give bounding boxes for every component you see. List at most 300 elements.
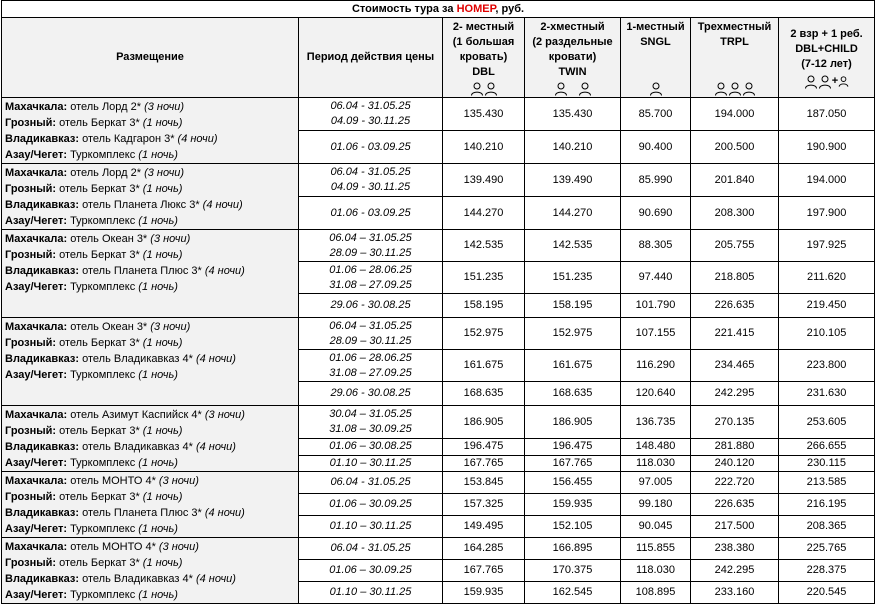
title-highlight: НОМЕР <box>456 2 496 15</box>
period-range: 28.09 – 30.11.25 <box>329 246 412 259</box>
accommodation-line <box>5 213 295 229</box>
nights-count: (1 ночь) <box>138 523 178 535</box>
price-trpl: 200.500 <box>691 131 779 164</box>
period-range: 01.06 - 03.09.25 <box>330 206 411 219</box>
nights-count: (1 ночь) <box>138 369 178 381</box>
price-child: 253.605 <box>779 406 875 439</box>
hotel-name: отель Океан 3* <box>67 233 151 245</box>
nights-count: (1 ночь) <box>142 425 183 437</box>
period-range: 01.06 – 30.08.25 <box>329 440 412 453</box>
header-child <box>779 18 875 98</box>
price-child: 231.630 <box>779 382 875 406</box>
period-range: 01.06 – 30.09.25 <box>329 498 412 510</box>
nights-count: (4 ночи) <box>195 441 236 453</box>
period-range: 01.06 – 28.06.25 <box>329 351 412 364</box>
price-twin: 168.635 <box>525 382 621 406</box>
price-twin: 151.235 <box>525 262 621 294</box>
price-sngl: 85.990 <box>621 164 691 197</box>
accommodation-line <box>5 115 295 131</box>
period-range: 06.04 - 31.05.25 <box>330 166 411 178</box>
city-name: Махачкала: <box>5 233 68 245</box>
period-cell <box>299 406 443 439</box>
tour-price-table <box>1 0 875 604</box>
price-trpl: 240.120 <box>691 455 779 472</box>
price-twin: 166.895 <box>525 538 621 560</box>
price-sngl: 136.735 <box>621 406 691 439</box>
hotel-name: Туркомплекс <box>67 589 139 601</box>
price-trpl: 242.295 <box>691 382 779 406</box>
period-range: 06.04 – 31.05.25 <box>329 231 412 244</box>
header-twin-line3: кровати) <box>548 50 597 63</box>
accommodation-cell <box>2 538 299 604</box>
city-name: Махачкала: <box>5 167 68 179</box>
price-twin: 135.430 <box>525 98 621 131</box>
price-child: 266.655 <box>779 439 875 456</box>
price-trpl: 270.135 <box>691 406 779 439</box>
price-child: 190.900 <box>779 131 875 164</box>
period-range: 01.10 – 30.11.25 <box>329 520 412 532</box>
price-dbl: 167.765 <box>443 455 525 472</box>
price-twin: 140.210 <box>525 131 621 164</box>
price-twin: 142.535 <box>525 230 621 262</box>
header-child-line1: 2 взр + 1 реб. <box>790 28 863 40</box>
period-range: 28.09 – 30.11.25 <box>329 334 412 347</box>
nights-count: (1 ночь) <box>142 337 183 349</box>
three-persons-icon <box>694 82 775 96</box>
header-trpl <box>691 18 779 98</box>
period-cell <box>299 494 443 516</box>
header-sngl <box>621 18 691 98</box>
nights-count: (1 ночь) <box>138 457 178 469</box>
price-twin: 170.375 <box>525 560 621 582</box>
hotel-name: отель Планета Плюс 3* <box>79 265 205 277</box>
hotel-name: отель Владикавказ 4* <box>79 573 196 585</box>
price-dbl: 139.490 <box>443 164 525 197</box>
period-range: 01.06 - 03.09.25 <box>330 140 411 153</box>
hotel-name: отель Планета Люкс 3* <box>79 199 203 211</box>
city-name: Владикавказ: <box>5 507 80 519</box>
price-trpl: 242.295 <box>691 560 779 582</box>
city-name: Махачкала: <box>5 321 68 333</box>
period-cell <box>299 131 443 164</box>
period-cell <box>299 294 443 318</box>
accommodation-line <box>5 555 295 571</box>
accommodation-line <box>5 439 295 455</box>
price-dbl: 151.235 <box>443 262 525 294</box>
period-cell <box>299 350 443 382</box>
period-cell <box>299 472 443 494</box>
accommodation-cell <box>2 230 299 318</box>
price-trpl: 234.465 <box>691 350 779 382</box>
price-child: 230.115 <box>779 455 875 472</box>
period-range: 31.08 – 27.09.25 <box>329 278 412 291</box>
accommodation-cell <box>2 472 299 538</box>
price-child: 211.620 <box>779 262 875 294</box>
price-dbl: 158.195 <box>443 294 525 318</box>
period-cell <box>299 262 443 294</box>
header-sngl-line2: SNGL <box>640 35 671 48</box>
price-trpl: 221.415 <box>691 318 779 350</box>
header-accommodation-label: Размещение <box>116 51 184 63</box>
one-person-icon <box>624 82 687 96</box>
accommodation-line <box>5 231 295 247</box>
price-child: 225.765 <box>779 538 875 560</box>
price-sngl: 97.005 <box>621 472 691 494</box>
period-range: 01.06 – 30.09.25 <box>329 564 412 576</box>
period-cell <box>299 197 443 230</box>
header-twin-line1: 2-хместный <box>540 20 605 33</box>
table-row <box>2 230 875 262</box>
hotel-name: отель Азимут Каспийск 4* <box>67 409 205 421</box>
header-period <box>299 18 443 98</box>
table-row <box>2 406 875 439</box>
period-range: 01.10 – 30.11.25 <box>329 586 412 598</box>
nights-count: (1 ночь) <box>142 557 183 569</box>
price-dbl: 164.285 <box>443 538 525 560</box>
price-child: 220.545 <box>779 582 875 604</box>
hotel-name: отель Лорд 2* <box>67 167 145 179</box>
table-title <box>2 1 875 18</box>
header-child-line3: (7-12 лет) <box>801 58 852 70</box>
price-twin: 162.545 <box>525 582 621 604</box>
header-sngl-line1: 1-местный <box>626 20 685 33</box>
accommodation-line <box>5 489 295 505</box>
accommodation-line <box>5 279 295 295</box>
nights-count: (3 ночи) <box>144 101 185 113</box>
header-dbl-line3: кровать) <box>459 50 508 63</box>
nights-count: (4 ночи) <box>195 573 236 585</box>
price-dbl: 161.675 <box>443 350 525 382</box>
header-twin <box>525 18 621 98</box>
accommodation-line <box>5 263 295 279</box>
accommodation-line <box>5 407 295 423</box>
table-row <box>2 318 875 350</box>
price-trpl: 222.720 <box>691 472 779 494</box>
price-twin: 139.490 <box>525 164 621 197</box>
accommodation-line <box>5 539 295 555</box>
city-name: Грозный: <box>5 491 57 503</box>
price-trpl: 226.635 <box>691 494 779 516</box>
nights-count: (3 ночи) <box>158 475 199 487</box>
period-cell <box>299 230 443 262</box>
hotel-name: отель Беркат 3* <box>56 337 143 349</box>
hotel-name: Туркомплекс <box>67 369 139 381</box>
city-name: Махачкала: <box>5 101 68 113</box>
nights-count: (4 ночи) <box>202 199 243 211</box>
city-name: Махачкала: <box>5 475 68 487</box>
price-dbl: 153.845 <box>443 472 525 494</box>
price-sngl: 101.790 <box>621 294 691 318</box>
city-name: Грозный: <box>5 117 57 129</box>
city-name: Грозный: <box>5 183 57 195</box>
period-range: 29.06 - 30.08.25 <box>330 299 411 311</box>
period-cell <box>299 318 443 350</box>
table-row <box>2 98 875 131</box>
hotel-name: Туркомплекс <box>67 523 139 535</box>
header-twin-line4: TWIN <box>558 65 587 78</box>
city-name: Владикавказ: <box>5 573 80 585</box>
period-range: 06.04 - 31.05.25 <box>330 100 411 112</box>
accommodation-line <box>5 335 295 351</box>
table-body <box>2 98 875 604</box>
header-dbl-line2: (1 большая <box>452 35 515 48</box>
price-sngl: 120.640 <box>621 382 691 406</box>
hotel-name: Туркомплекс <box>67 457 139 469</box>
nights-count: (4 ночи) <box>204 265 245 277</box>
header-dbl-line4: DBL <box>472 65 495 78</box>
price-twin: 152.975 <box>525 318 621 350</box>
nights-count: (1 ночь) <box>138 149 178 161</box>
hotel-name: отель Беркат 3* <box>56 183 143 195</box>
nights-count: (4 ночи) <box>177 133 218 145</box>
price-child: 228.375 <box>779 560 875 582</box>
accommodation-line <box>5 319 295 335</box>
period-range: 01.06 – 28.06.25 <box>329 263 412 276</box>
nights-count: (3 ночи) <box>150 233 191 245</box>
accommodation-line <box>5 587 295 603</box>
city-name: Грозный: <box>5 337 57 349</box>
price-dbl: 196.475 <box>443 439 525 456</box>
hotel-name: Туркомплекс <box>67 149 139 161</box>
price-trpl: 201.840 <box>691 164 779 197</box>
city-name: Азау/Чегет: <box>5 281 68 293</box>
price-trpl: 217.500 <box>691 516 779 538</box>
period-range: 06.04 - 31.05.25 <box>330 476 411 488</box>
nights-count: (1 ночь) <box>138 215 178 227</box>
accommodation-cell <box>2 98 299 164</box>
price-dbl: 186.905 <box>443 406 525 439</box>
hotel-name: отель Владикавказ 4* <box>79 353 196 365</box>
price-sngl: 116.290 <box>621 350 691 382</box>
price-sngl: 118.030 <box>621 560 691 582</box>
city-name: Грозный: <box>5 425 57 437</box>
two-separate-persons-icon <box>528 82 617 96</box>
price-twin: 196.475 <box>525 439 621 456</box>
accommodation-line <box>5 521 295 537</box>
price-trpl: 218.805 <box>691 262 779 294</box>
price-trpl: 208.300 <box>691 197 779 230</box>
price-dbl: 157.325 <box>443 494 525 516</box>
accommodation-line <box>5 197 295 213</box>
price-sngl: 107.155 <box>621 318 691 350</box>
price-twin: 156.455 <box>525 472 621 494</box>
hotel-name: отель Океан 3* <box>67 321 151 333</box>
accommodation-line <box>5 571 295 587</box>
hotel-name: отель Лорд 2* <box>67 101 145 113</box>
price-child: 197.900 <box>779 197 875 230</box>
price-sngl: 148.480 <box>621 439 691 456</box>
header-child-line2: DBL+CHILD <box>795 43 858 55</box>
hotel-name: отель Беркат 3* <box>56 557 143 569</box>
city-name: Владикавказ: <box>5 265 80 277</box>
price-dbl: 168.635 <box>443 382 525 406</box>
hotel-name: отель Беркат 3* <box>56 425 143 437</box>
period-range: 04.09 - 30.11.25 <box>330 181 411 193</box>
price-dbl: 144.270 <box>443 197 525 230</box>
hotel-name: отель Беркат 3* <box>56 117 143 129</box>
price-dbl: 140.210 <box>443 131 525 164</box>
price-child: 194.000 <box>779 164 875 197</box>
price-child: 197.925 <box>779 230 875 262</box>
table-row <box>2 472 875 494</box>
period-range: 29.06 - 30.08.25 <box>330 387 411 399</box>
price-twin: 186.905 <box>525 406 621 439</box>
accommodation-cell <box>2 164 299 230</box>
city-name: Азау/Чегет: <box>5 457 68 469</box>
period-cell <box>299 382 443 406</box>
accommodation-line <box>5 351 295 367</box>
accommodation-cell <box>2 318 299 406</box>
price-trpl: 205.755 <box>691 230 779 262</box>
nights-count: (1 ночь) <box>142 183 183 195</box>
period-cell <box>299 516 443 538</box>
nights-count: (4 ночи) <box>204 507 245 519</box>
plus-sign: + <box>831 75 839 87</box>
nights-count: (3 ночи) <box>158 541 199 553</box>
accommodation-cell <box>2 406 299 472</box>
header-sngl-spacer <box>624 50 687 80</box>
price-dbl: 142.535 <box>443 230 525 262</box>
city-name: Владикавказ: <box>5 441 80 453</box>
period-cell <box>299 455 443 472</box>
title-suffix: , руб. <box>495 2 525 15</box>
price-twin: 159.935 <box>525 494 621 516</box>
accommodation-line <box>5 455 295 471</box>
price-child: 219.450 <box>779 294 875 318</box>
price-child: 223.800 <box>779 350 875 382</box>
accommodation-line <box>5 147 295 163</box>
header-trpl-line1: Трехместный <box>697 20 772 33</box>
hotel-name: отель Беркат 3* <box>56 249 143 261</box>
nights-count: (3 ночи) <box>144 167 185 179</box>
city-name: Владикавказ: <box>5 199 80 211</box>
nights-count: (1 ночь) <box>138 589 178 601</box>
price-sngl: 97.440 <box>621 262 691 294</box>
price-sngl: 108.895 <box>621 582 691 604</box>
city-name: Махачкала: <box>5 409 68 421</box>
price-sngl: 90.045 <box>621 516 691 538</box>
header-dbl <box>443 18 525 98</box>
city-name: Владикавказ: <box>5 353 80 365</box>
city-name: Азау/Чегет: <box>5 589 68 601</box>
price-sngl: 99.180 <box>621 494 691 516</box>
hotel-name: отель Планета Плюс 3* <box>79 507 205 519</box>
nights-count: (3 ночи) <box>150 321 191 333</box>
header-period-label: Период действия цены <box>306 51 435 63</box>
price-trpl: 238.380 <box>691 538 779 560</box>
price-child: 208.365 <box>779 516 875 538</box>
price-trpl: 194.000 <box>691 98 779 131</box>
price-child: 216.195 <box>779 494 875 516</box>
accommodation-line <box>5 99 295 115</box>
accommodation-line <box>5 505 295 521</box>
table-row <box>2 538 875 560</box>
nights-count: (4 ночи) <box>195 353 236 365</box>
price-trpl: 226.635 <box>691 294 779 318</box>
nights-count: (1 ночь) <box>138 281 178 293</box>
nights-count: (1 ночь) <box>142 249 183 261</box>
period-cell <box>299 164 443 197</box>
price-twin: 167.765 <box>525 455 621 472</box>
period-range: 01.10 – 30.11.25 <box>329 456 412 469</box>
period-range: 31.08 – 27.09.25 <box>329 366 412 379</box>
price-dbl: 149.495 <box>443 516 525 538</box>
period-cell <box>299 439 443 456</box>
header-dbl-line1: 2- местный <box>452 20 515 33</box>
hotel-name: отель Владикавказ 4* <box>79 441 196 453</box>
period-range: 06.04 – 31.05.25 <box>329 319 412 332</box>
price-dbl: 167.765 <box>443 560 525 582</box>
accommodation-line <box>5 181 295 197</box>
period-range: 06.04 - 31.05.25 <box>330 542 411 554</box>
city-name: Грозный: <box>5 557 57 569</box>
accommodation-line <box>5 423 295 439</box>
city-name: Грозный: <box>5 249 57 261</box>
price-dbl: 152.975 <box>443 318 525 350</box>
nights-count: (1 ночь) <box>142 117 183 129</box>
price-sngl: 115.855 <box>621 538 691 560</box>
hotel-name: Туркомплекс <box>67 281 139 293</box>
period-cell <box>299 582 443 604</box>
price-sngl: 85.700 <box>621 98 691 131</box>
header-twin-line2: (2 раздельные <box>532 35 613 48</box>
price-child: 187.050 <box>779 98 875 131</box>
city-name: Азау/Чегет: <box>5 369 68 381</box>
hotel-name: Туркомплекс <box>67 215 139 227</box>
city-name: Азау/Чегет: <box>5 215 68 227</box>
table-row <box>2 164 875 197</box>
price-sngl: 118.030 <box>621 455 691 472</box>
city-name: Махачкала: <box>5 541 68 553</box>
title-prefix: Стоимость тура за <box>351 2 457 15</box>
price-twin: 158.195 <box>525 294 621 318</box>
two-persons-icon <box>446 82 521 96</box>
city-name: Азау/Чегет: <box>5 523 68 535</box>
accommodation-line <box>5 367 295 383</box>
price-twin: 161.675 <box>525 350 621 382</box>
accommodation-line <box>5 473 295 489</box>
price-sngl: 90.690 <box>621 197 691 230</box>
period-range: 30.04 – 31.05.25 <box>329 408 412 420</box>
nights-count: (3 ночи) <box>204 409 245 421</box>
period-cell <box>299 538 443 560</box>
hotel-name: отель МОНТО 4* <box>67 541 159 553</box>
accommodation-line <box>5 247 295 263</box>
period-range: 04.09 - 30.11.25 <box>330 115 411 127</box>
price-trpl: 233.160 <box>691 582 779 604</box>
price-sngl: 88.305 <box>621 230 691 262</box>
header-accommodation <box>2 18 299 98</box>
price-trpl: 281.880 <box>691 439 779 456</box>
accommodation-line <box>5 131 295 147</box>
period-range: 31.08 – 30.09.25 <box>329 423 412 435</box>
accommodation-line <box>5 165 295 181</box>
price-sngl: 90.400 <box>621 131 691 164</box>
nights-count: (1 ночь) <box>142 491 183 503</box>
price-child: 213.585 <box>779 472 875 494</box>
hotel-name: отель МОНТО 4* <box>67 475 159 487</box>
price-twin: 152.105 <box>525 516 621 538</box>
city-name: Владикавказ: <box>5 133 80 145</box>
two-adults-plus-child-icon <box>782 74 871 88</box>
city-name: Азау/Чегет: <box>5 149 68 161</box>
price-twin: 144.270 <box>525 197 621 230</box>
hotel-name: отель Кадгарон 3* <box>79 133 178 145</box>
price-dbl: 159.935 <box>443 582 525 604</box>
period-cell <box>299 98 443 131</box>
header-trpl-line2: TRPL <box>720 35 749 48</box>
period-cell <box>299 560 443 582</box>
